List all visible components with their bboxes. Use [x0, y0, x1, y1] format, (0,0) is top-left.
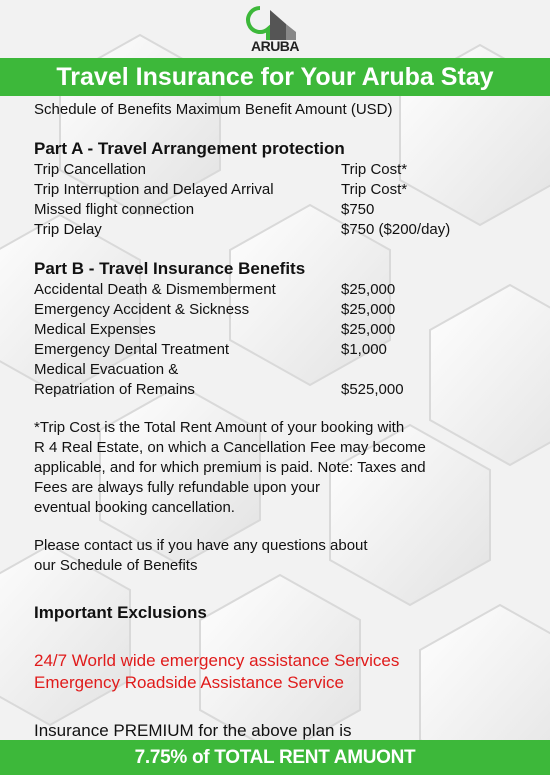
footnote	[34, 418, 534, 518]
benefit-label: Missed flight connection	[34, 201, 195, 218]
part-b-title: Part B - Travel Insurance Benefits	[34, 259, 306, 278]
footnote-line: applicable, and for which premium is paid. Note: Taxes and	[34, 459, 426, 476]
benefit-value: $25,000	[341, 281, 396, 298]
benefit-row	[34, 200, 534, 220]
benefit-value: $1,000	[341, 341, 387, 358]
footnote-line: *Trip Cost is the Total Rent Amount of your booking with	[34, 419, 405, 436]
benefit-row	[34, 160, 534, 180]
benefit-value: $750 ($200/day)	[341, 221, 451, 238]
benefit-label: Accidental Death & Dismemberment	[34, 281, 276, 298]
benefit-label: Trip Interruption and Delayed Arrival	[34, 181, 274, 198]
benefit-row	[34, 380, 534, 400]
logo-text: ARUBA	[250, 38, 300, 54]
part-b-table	[34, 280, 534, 400]
benefit-value: $25,000	[341, 321, 396, 338]
benefit-value: $25,000	[341, 301, 396, 318]
page-title: Travel Insurance for Your Aruba Stay	[0, 58, 550, 96]
benefit-value: Trip Cost*	[341, 181, 408, 198]
part-a-title: Part A - Travel Arrangement protection	[34, 139, 345, 158]
benefit-value: $525,000	[341, 381, 404, 398]
exclusions-title: Important Exclusions	[34, 603, 207, 622]
benefit-label: Medical Expenses	[34, 321, 156, 338]
benefit-value: $750	[341, 201, 375, 218]
benefit-row	[34, 300, 534, 320]
footnote-line: Fees are always fully refundable upon your	[34, 479, 320, 496]
benefit-row	[34, 180, 534, 200]
benefit-label: Trip Delay	[34, 221, 102, 238]
exclusion-item: Emergency Roadside Assistance Service	[34, 673, 344, 692]
benefit-row	[34, 320, 534, 340]
benefit-label: Repatriation of Remains	[34, 381, 195, 398]
benefit-row	[34, 340, 534, 360]
schedule-heading: Schedule of Benefits Maximum Benefit Amount (USD)	[34, 101, 393, 118]
contact-text	[34, 536, 534, 576]
contact-line: Please contact us if you have any questions about	[34, 537, 368, 554]
aruba-logo	[240, 4, 310, 56]
benefit-label: Medical Evacuation &	[34, 361, 179, 378]
exclusions-list	[34, 650, 534, 694]
main-content	[34, 100, 534, 742]
premium-text: Insurance PREMIUM for the above plan is	[34, 721, 352, 740]
benefit-value	[341, 360, 534, 380]
premium-footer: 7.75% of TOTAL RENT AMUONT	[0, 740, 550, 775]
benefit-row	[34, 360, 534, 380]
benefit-label: Emergency Dental Treatment	[34, 341, 230, 358]
footnote-line: R 4 Real Estate, on which a Cancellation Fee may become	[34, 439, 426, 456]
exclusion-item: 24/7 World wide emergency assistance Services	[34, 651, 400, 670]
footnote-line: eventual booking cancellation.	[34, 499, 235, 516]
benefit-value: Trip Cost*	[341, 161, 408, 178]
contact-line: our Schedule of Benefits	[34, 557, 198, 574]
benefit-label: Trip Cancellation	[34, 161, 146, 178]
benefit-row	[34, 280, 534, 300]
part-a-table	[34, 160, 534, 240]
benefit-row	[34, 220, 534, 240]
benefit-label: Emergency Accident & Sickness	[34, 301, 250, 318]
